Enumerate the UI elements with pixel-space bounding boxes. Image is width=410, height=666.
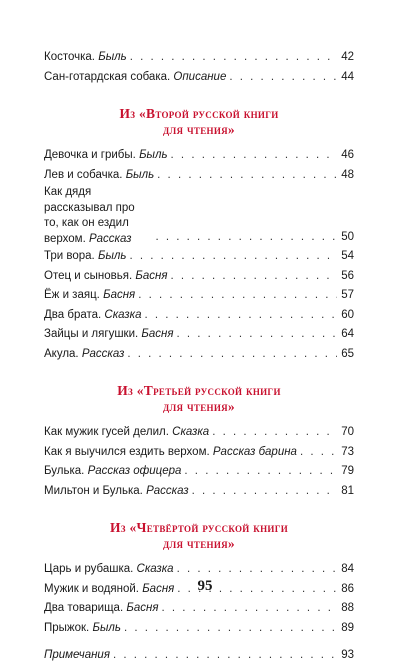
toc-group bbox=[44, 146, 354, 364]
section-heading-line: Из «Второй русской книги bbox=[119, 106, 279, 121]
toc-entry[interactable] bbox=[44, 306, 354, 326]
leader-dots bbox=[129, 247, 337, 267]
section-heading-line: для чтения» bbox=[163, 536, 235, 551]
toc-entry-page: 64 bbox=[341, 328, 354, 340]
leader-dots bbox=[144, 306, 337, 326]
toc-entry-title bbox=[44, 185, 152, 247]
toc-entry-page: 56 bbox=[341, 269, 354, 282]
toc-entry-title bbox=[44, 482, 189, 502]
toc-entry-genre: Быль bbox=[125, 168, 155, 181]
toc-entry-title-text: Царь и рубашка. bbox=[44, 563, 134, 575]
toc-entry-title-text: Зайцы и лягушки. bbox=[44, 328, 139, 340]
section-heading-line: Из «Четвёртой русской книги bbox=[109, 520, 289, 535]
toc-entry-title-text: Ёж и заяц. bbox=[44, 289, 100, 301]
toc-entry-title-text: Булька. bbox=[44, 465, 85, 477]
leader-dots bbox=[184, 462, 337, 482]
toc-entry-genre: Быль bbox=[98, 51, 127, 63]
toc-entry-title bbox=[44, 68, 226, 88]
leader-dots bbox=[113, 646, 337, 666]
toc-entry-title bbox=[44, 48, 127, 68]
leader-dots bbox=[127, 345, 337, 365]
toc-entry-title-text: Отец и сыновья. bbox=[44, 269, 133, 282]
toc-group bbox=[44, 560, 354, 638]
toc-entry-genre: Быль bbox=[92, 621, 121, 634]
toc-entry-page: 65 bbox=[341, 347, 354, 360]
toc-entry-genre: Сказка bbox=[136, 563, 174, 575]
toc-entry[interactable] bbox=[44, 146, 354, 166]
section-heading bbox=[44, 520, 354, 552]
toc-entry-title bbox=[44, 166, 154, 186]
toc-entry-page: 44 bbox=[341, 70, 354, 83]
toc-entry-genre: Сказка bbox=[172, 426, 210, 438]
toc-entry-genre: Рассказ bbox=[81, 347, 125, 360]
toc-entry[interactable] bbox=[44, 423, 354, 443]
toc-entry-genre: Басня bbox=[103, 289, 136, 301]
toc-entry-title-text: Два брата. bbox=[44, 308, 102, 321]
leader-dots bbox=[124, 619, 337, 639]
toc-entry[interactable] bbox=[44, 345, 354, 365]
toc-entry-genre: Басня bbox=[135, 269, 168, 282]
toc-entry-page: 50 bbox=[341, 230, 354, 243]
leader-dots bbox=[229, 68, 337, 88]
toc-entry-title-text: Косточка. bbox=[44, 51, 95, 63]
toc-entry[interactable] bbox=[44, 185, 354, 247]
toc-entry-page: 88 bbox=[341, 602, 354, 614]
leader-dots bbox=[192, 482, 337, 502]
toc-entry-title bbox=[44, 146, 168, 166]
leader-dots bbox=[212, 423, 337, 443]
section-heading bbox=[44, 383, 354, 415]
toc-entry[interactable] bbox=[44, 247, 354, 267]
leader-dots bbox=[171, 146, 337, 166]
leader-dots bbox=[177, 560, 337, 580]
section-heading-line: Из «Третьей русской книги bbox=[117, 383, 281, 398]
toc-entry-page: 81 bbox=[341, 484, 354, 497]
toc-entry-genre: Басня bbox=[141, 328, 174, 340]
toc-entry-title-text: Мильтон и Булька. bbox=[44, 484, 143, 497]
section-heading bbox=[44, 106, 354, 138]
toc-entry[interactable] bbox=[44, 267, 354, 287]
leader-dots bbox=[170, 267, 337, 287]
toc-entry-title-text: Мужик и водяной. bbox=[44, 582, 139, 595]
toc-entry-title bbox=[44, 267, 167, 287]
toc-entry-title bbox=[44, 286, 135, 306]
toc-entry-title-text: Три вора. bbox=[44, 250, 95, 262]
toc-entry-genre: Сказка bbox=[104, 308, 142, 321]
toc-entry[interactable] bbox=[44, 599, 354, 619]
section-heading-line: для чтения» bbox=[163, 122, 235, 137]
toc-entry-title bbox=[44, 443, 297, 463]
toc-entry-title bbox=[44, 306, 141, 326]
leader-dots bbox=[177, 325, 337, 345]
toc-entry[interactable] bbox=[44, 48, 354, 68]
toc-entry-page: 48 bbox=[341, 168, 354, 181]
toc-entry-genre: Описание bbox=[173, 70, 227, 83]
toc-entry-page: 60 bbox=[341, 308, 354, 321]
toc-entry[interactable] bbox=[44, 619, 354, 639]
toc-entry-genre: Быль bbox=[97, 250, 127, 262]
toc-entry-title-text: Как я выучился ездить верхом. bbox=[44, 445, 210, 458]
toc-entry-title-text: Прыжок. bbox=[44, 621, 90, 634]
toc-entry-title-text: Как дядя рассказывал про то, как он ездил верхом. bbox=[44, 186, 135, 245]
toc-entry[interactable] bbox=[44, 443, 354, 463]
toc-entry[interactable] bbox=[44, 68, 354, 88]
leader-dots bbox=[138, 286, 337, 306]
toc-entry-genre: Басня bbox=[142, 582, 175, 595]
leader-dots bbox=[155, 228, 337, 248]
toc-entry-title bbox=[44, 325, 174, 345]
toc-entry-genre: Рассказ bbox=[88, 232, 132, 245]
toc-entry[interactable] bbox=[44, 166, 354, 186]
toc-entry-title bbox=[44, 462, 181, 482]
toc-entry[interactable] bbox=[44, 325, 354, 345]
toc-entry[interactable] bbox=[44, 462, 354, 482]
toc-entry-page: 46 bbox=[341, 149, 354, 161]
leader-dots bbox=[157, 166, 337, 186]
toc-entry-title bbox=[44, 345, 124, 365]
toc-entry-page: 57 bbox=[341, 289, 354, 301]
toc-entry-genre: Рассказ bbox=[146, 484, 189, 497]
toc-entry-title-text: Сан-готардская собака. bbox=[44, 70, 171, 83]
toc-entry-page: 73 bbox=[341, 445, 354, 458]
toc-group bbox=[44, 48, 354, 87]
toc-entry-title-text: Два товарища. bbox=[44, 602, 124, 614]
toc-entry-page: 54 bbox=[341, 250, 354, 262]
toc-entry-title-text: Как мужик гусей делил. bbox=[44, 426, 169, 438]
section-heading-line: для чтения» bbox=[163, 399, 235, 414]
page-number: 95 bbox=[197, 578, 213, 594]
toc-entry-genre: Рассказ барина bbox=[212, 445, 297, 458]
toc-entry-page: 70 bbox=[341, 426, 354, 438]
toc-entry[interactable] bbox=[44, 286, 354, 306]
toc-entry-notes[interactable] bbox=[44, 646, 354, 666]
toc-entry-genre: Быль bbox=[139, 149, 168, 161]
toc-entry-title bbox=[44, 423, 209, 443]
toc-entry[interactable] bbox=[44, 560, 354, 580]
toc-entry-title-text: Лев и собачка. bbox=[44, 168, 123, 181]
toc-group bbox=[44, 423, 354, 501]
leader-dots bbox=[300, 443, 337, 463]
toc-entry-page: 93 bbox=[341, 649, 354, 661]
toc-entry-page: 86 bbox=[341, 582, 354, 595]
toc-entry-genre: Рассказ офицера bbox=[87, 465, 182, 477]
toc-entry-title bbox=[44, 599, 158, 619]
leader-dots bbox=[161, 599, 337, 619]
toc-entry-title bbox=[44, 560, 174, 580]
toc-entry-title bbox=[44, 247, 126, 267]
toc-entry-page: 42 bbox=[341, 51, 354, 63]
toc-entry-title-text: Девочка и грибы. bbox=[44, 149, 136, 161]
toc-entry-page: 84 bbox=[341, 563, 354, 575]
toc-entry-page: 89 bbox=[341, 621, 354, 634]
table-of-contents bbox=[44, 48, 354, 666]
toc-entry-genre: Басня bbox=[126, 602, 159, 614]
leader-dots bbox=[130, 48, 337, 68]
toc-entry[interactable] bbox=[44, 482, 354, 502]
toc-entry-page: 79 bbox=[341, 465, 354, 477]
toc-entry-title: Примечания bbox=[44, 649, 110, 661]
toc-entry-title-text: Акула. bbox=[44, 347, 79, 360]
toc-entry-title bbox=[44, 619, 121, 639]
